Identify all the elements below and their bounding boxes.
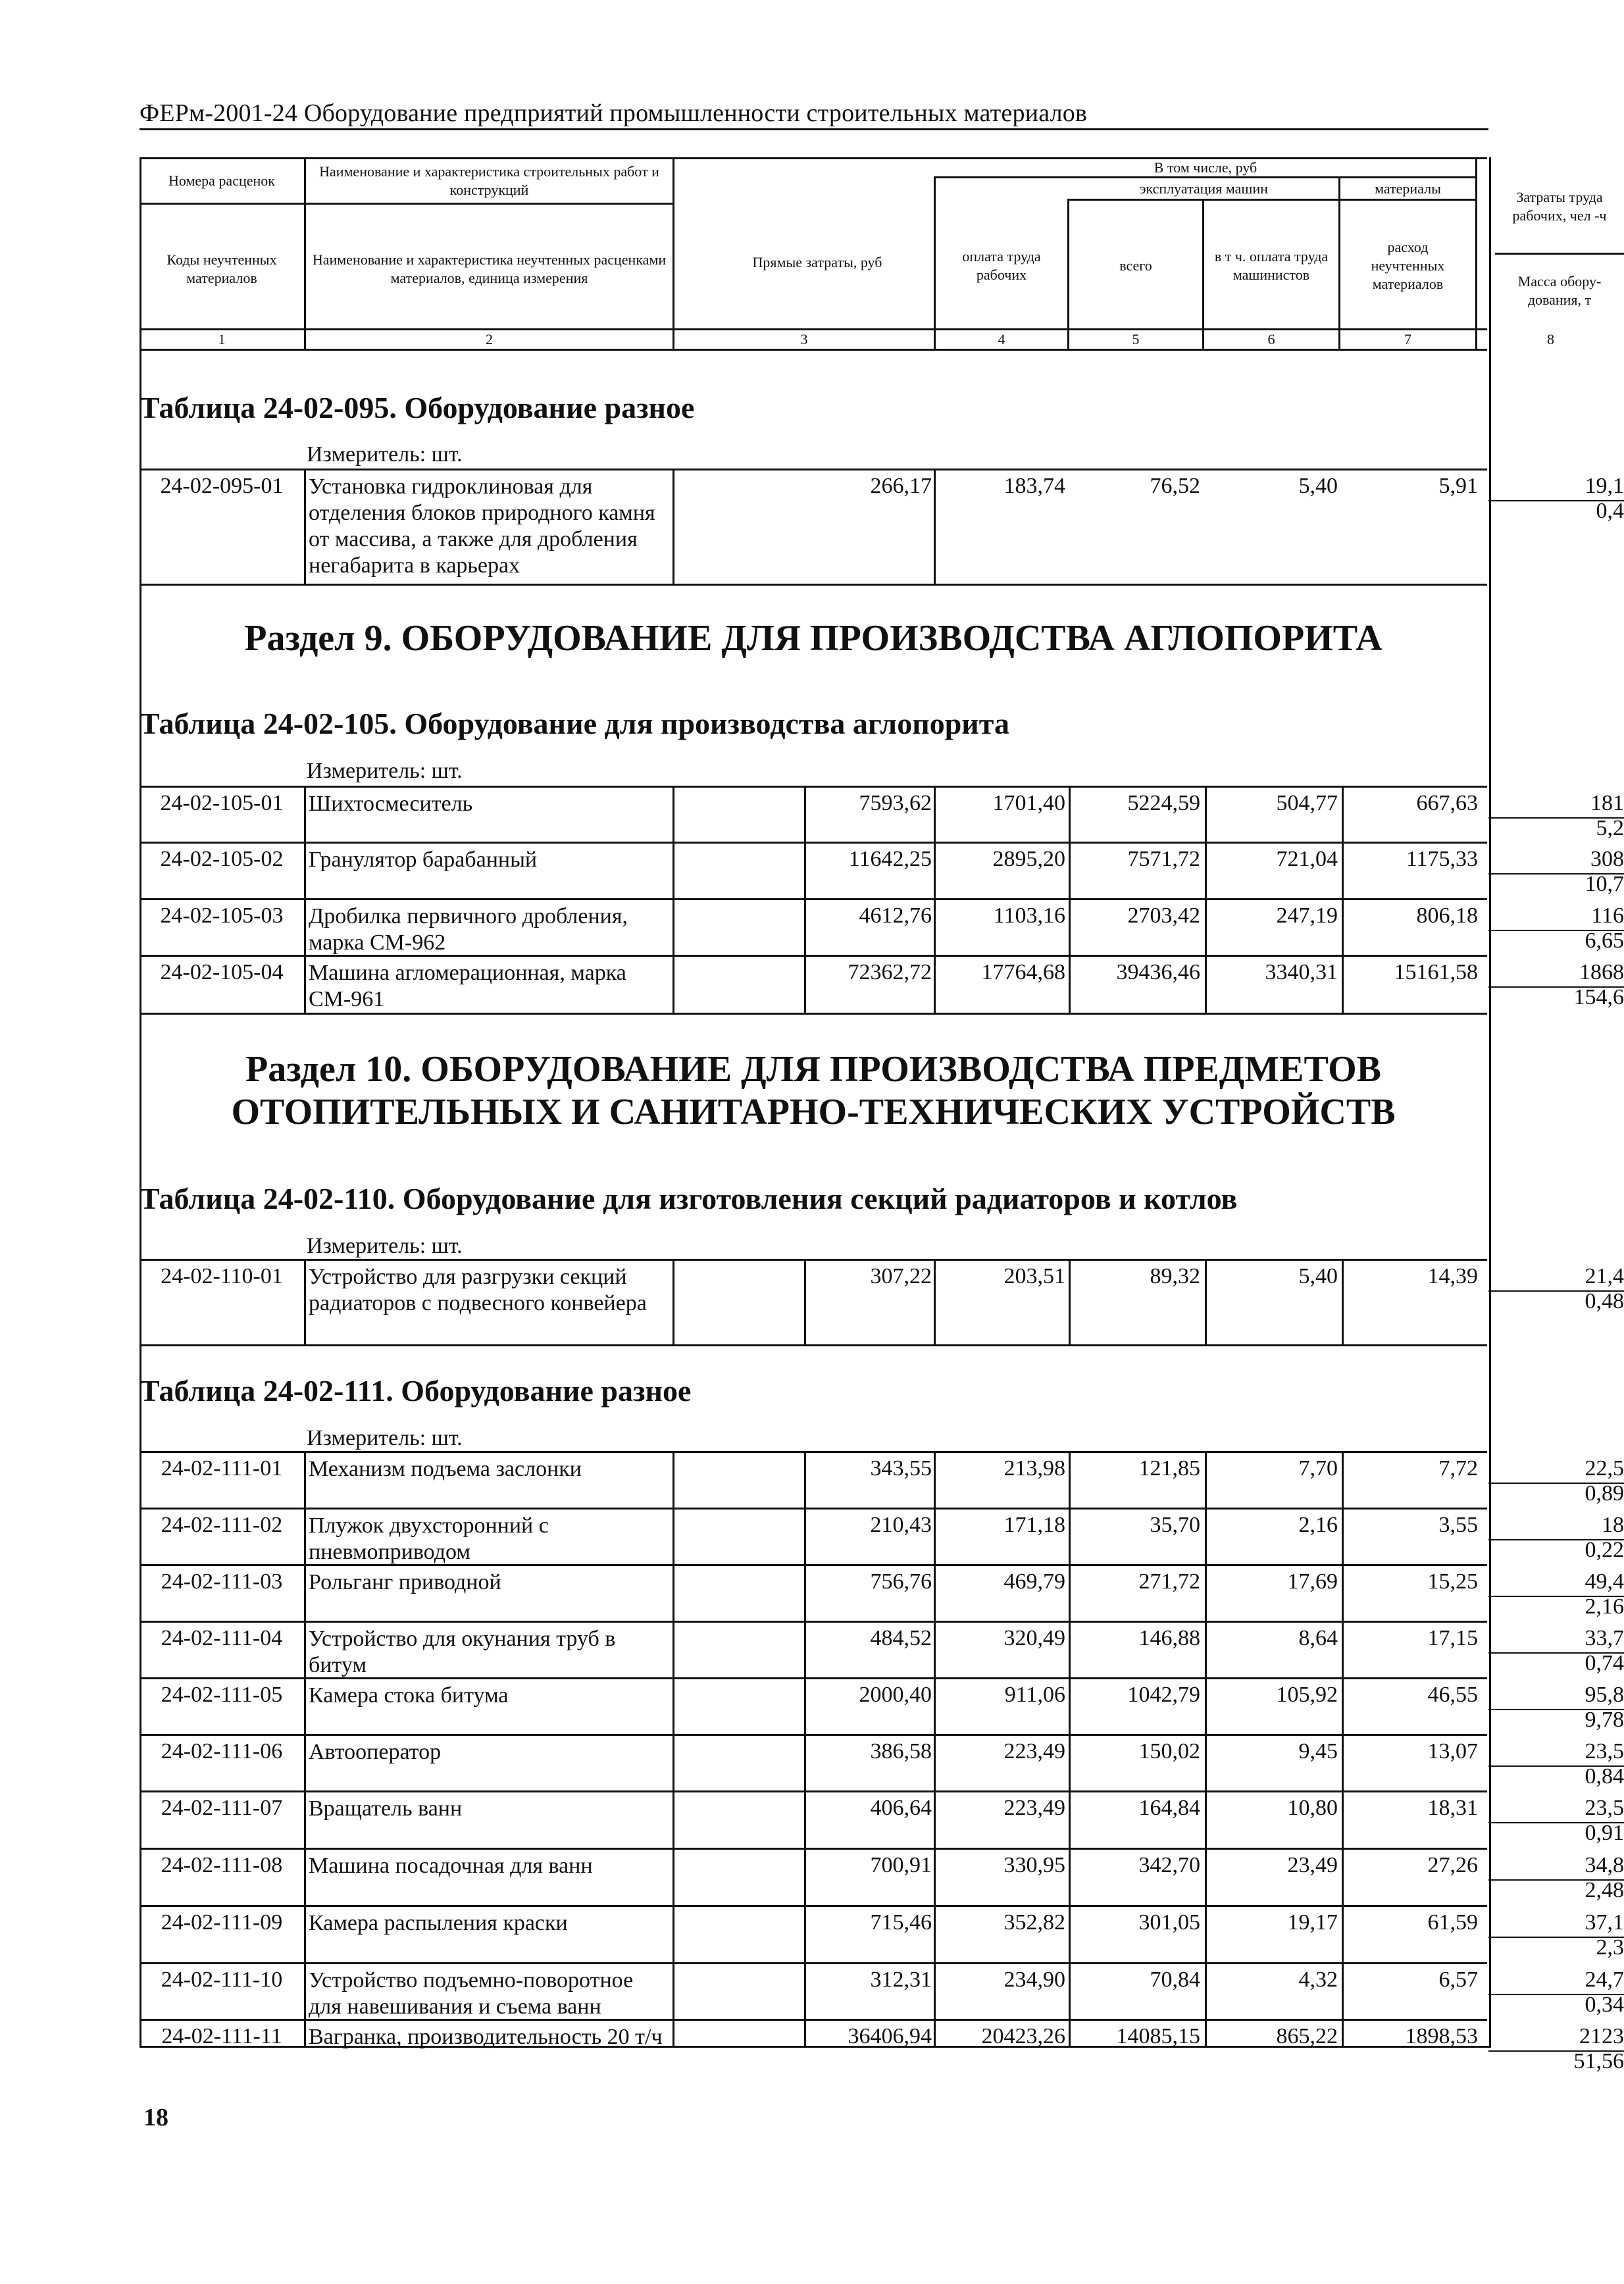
direct-costs: 700,91 xyxy=(870,1853,932,1877)
equipment-mass: 0,84 xyxy=(1585,1764,1624,1789)
machinists-wages: 19,17 xyxy=(1287,1910,1338,1935)
labor-costs: 19,1 xyxy=(1585,474,1624,498)
equipment-mass: 0,74 xyxy=(1585,1651,1624,1675)
direct-costs: 2000,40 xyxy=(859,1683,932,1707)
rate-name: Механизм подъема заслонки xyxy=(309,1457,582,1481)
labor-costs: 22,5 xyxy=(1585,1456,1624,1481)
equipment-mass: 9,78 xyxy=(1585,1708,1624,1732)
rate-code: 24-02-111-11 xyxy=(161,2024,282,2048)
table-row xyxy=(140,898,1624,955)
machines-total: 146,88 xyxy=(1138,1626,1200,1650)
materials: 5,91 xyxy=(1438,474,1478,498)
equipment-mass: 2,3 xyxy=(1596,1935,1624,1960)
col-number-3: 3 xyxy=(800,331,808,347)
col-including: В том числе, руб xyxy=(1154,159,1257,176)
wages: 1103,16 xyxy=(993,903,1065,928)
materials: 3,55 xyxy=(1438,1513,1478,1537)
table-title: Таблица 24-02-111. Оборудование разное xyxy=(140,1374,692,1408)
wages: 183,74 xyxy=(1003,474,1065,498)
table-row xyxy=(140,2019,1624,2077)
machinists-wages: 2,16 xyxy=(1298,1513,1338,1537)
machines-total: 89,32 xyxy=(1150,1264,1200,1288)
materials: 1898,53 xyxy=(1405,2024,1478,2048)
rate-code: 24-02-111-10 xyxy=(161,1967,283,1992)
table-row xyxy=(140,1905,1624,1962)
table-row xyxy=(140,1508,1624,1564)
col-number-1: 1 xyxy=(218,331,226,347)
machinists-wages: 721,04 xyxy=(1276,847,1338,871)
table-row xyxy=(140,1259,1624,1344)
rate-code: 24-02-111-05 xyxy=(161,1683,283,1707)
materials: 17,15 xyxy=(1427,1626,1478,1650)
section-heading: Раздел 9. ОБОРУДОВАНИЕ ДЛЯ ПРОИЗВОДСТВА АГЛОПОРИТА xyxy=(244,618,1383,659)
rate-code: 24-02-111-03 xyxy=(161,1569,283,1594)
header-rule xyxy=(140,128,1488,130)
equipment-mass: 2,16 xyxy=(1585,1594,1624,1619)
table-title: Таблица 24-02-105. Оборудование для производства аглопорита xyxy=(140,707,1009,740)
col-total: всего xyxy=(1119,257,1152,274)
wages: 1701,40 xyxy=(992,791,1065,815)
labor-costs: 23,5 xyxy=(1585,1796,1624,1820)
rate-name: Вращатель ванн xyxy=(309,1796,463,1821)
machines-total: 150,02 xyxy=(1138,1739,1200,1764)
machinists-wages: 105,92 xyxy=(1276,1683,1338,1707)
rate-code: 24-02-111-01 xyxy=(161,1456,283,1481)
labor-costs: 37,1 xyxy=(1585,1910,1624,1935)
rate-name: Машина агломерационная, марка СМ-961 xyxy=(309,961,626,1011)
direct-costs: 756,76 xyxy=(870,1569,932,1594)
direct-costs: 266,17 xyxy=(870,474,932,498)
machines-total: 76,52 xyxy=(1150,474,1200,498)
labor-costs: 18 xyxy=(1602,1513,1624,1537)
equipment-mass: 5,2 xyxy=(1596,816,1624,840)
unit-label: Измеритель: шт. xyxy=(307,442,463,467)
labor-costs: 24,7 xyxy=(1585,1967,1624,1992)
col-number-5: 5 xyxy=(1132,331,1140,347)
page-number: 18 xyxy=(143,2104,168,2131)
col-number-8: 8 xyxy=(1547,331,1554,347)
direct-costs: 307,22 xyxy=(870,1264,932,1288)
machinists-wages: 865,22 xyxy=(1276,2024,1338,2048)
machinists-wages: 4,32 xyxy=(1298,1967,1338,1992)
table-row xyxy=(140,1790,1624,1848)
col-unaccounted-codes: Коды неучтенных материалов xyxy=(166,251,277,286)
materials: 6,57 xyxy=(1438,1967,1478,1992)
table-row xyxy=(140,1677,1624,1734)
col-unaccounted-name: Наименование и характеристика неучтенных расценками материалов, единица измерения xyxy=(312,251,667,286)
col-number-7: 7 xyxy=(1404,331,1411,347)
machinists-wages: 17,69 xyxy=(1287,1569,1338,1594)
rate-name: Устройство для окунания труб в битум xyxy=(309,1627,616,1677)
wages: 20423,26 xyxy=(981,2024,1065,2048)
machines-total: 342,70 xyxy=(1138,1853,1200,1877)
machinists-wages: 7,70 xyxy=(1298,1456,1338,1481)
machinists-wages: 23,49 xyxy=(1287,1853,1338,1877)
rate-name: Камера распыления краски xyxy=(309,1911,568,1935)
table-row xyxy=(140,1451,1624,1508)
machines-total: 7571,72 xyxy=(1127,847,1200,871)
materials: 667,63 xyxy=(1416,791,1478,815)
machinists-wages: 504,77 xyxy=(1276,791,1338,815)
wages: 352,82 xyxy=(1003,1910,1065,1935)
machines-total: 5224,59 xyxy=(1127,791,1200,815)
wages: 320,49 xyxy=(1003,1626,1065,1650)
labor-costs: 181 xyxy=(1590,791,1624,815)
machines-total: 70,84 xyxy=(1150,1967,1200,1992)
materials: 27,26 xyxy=(1427,1853,1478,1877)
machines-total: 301,05 xyxy=(1138,1910,1200,1935)
equipment-mass: 0,91 xyxy=(1585,1821,1624,1845)
direct-costs: 4612,76 xyxy=(859,903,932,928)
equipment-mass: 0,22 xyxy=(1585,1538,1624,1562)
col-direct-costs: Прямые затраты, руб xyxy=(752,254,882,270)
materials: 18,31 xyxy=(1427,1796,1478,1820)
labor-costs: 34,8 xyxy=(1585,1853,1624,1877)
materials: 15161,58 xyxy=(1394,960,1478,984)
rate-name: Шихтосмеситель xyxy=(309,792,473,816)
direct-costs: 386,58 xyxy=(870,1739,932,1764)
machinists-wages: 3340,31 xyxy=(1265,960,1338,984)
machines-total: 2703,42 xyxy=(1127,903,1200,928)
rate-name: Плужок двухсторонний с пневмоприводом xyxy=(309,1513,549,1564)
equipment-mass: 0,4 xyxy=(1596,499,1624,523)
table-row xyxy=(140,469,1624,584)
col-work-name: Наименование и характеристика строительных работ и конструкций xyxy=(319,163,659,198)
labor-costs: 49,4 xyxy=(1585,1569,1624,1594)
materials: 14,39 xyxy=(1427,1264,1478,1288)
table-row xyxy=(140,1621,1624,1677)
materials: 13,07 xyxy=(1427,1739,1478,1764)
table-row xyxy=(140,1848,1624,1905)
materials: 1175,33 xyxy=(1406,847,1478,871)
machines-total: 164,84 xyxy=(1138,1796,1200,1820)
machinists-wages: 8,64 xyxy=(1298,1626,1338,1650)
machinists-wages: 247,19 xyxy=(1276,903,1338,928)
rate-code: 24-02-110-01 xyxy=(161,1264,283,1288)
wages: 17764,68 xyxy=(981,960,1065,984)
wages: 213,98 xyxy=(1003,1456,1065,1481)
wages: 911,06 xyxy=(1004,1683,1065,1707)
rate-name: Дробилка первичного дробления, марка СМ-962 xyxy=(309,904,628,955)
rate-name: Машина посадочная для ванн xyxy=(309,1854,593,1878)
col-incl-machinists: в т ч. оплата труда машинистов xyxy=(1214,248,1329,283)
col-wages: оплата труда рабочих xyxy=(962,248,1041,283)
rate-name: Гранулятор барабанный xyxy=(309,848,538,872)
document-header: ФЕРм-2001-24 Оборудование предприятий промышленности строительных материалов xyxy=(140,99,1088,127)
equipment-mass: 51,56 xyxy=(1573,2049,1624,2073)
table-title: Таблица 24-02-110. Оборудование для изготовления секций радиаторов и котлов xyxy=(140,1182,1238,1215)
col-rate-number: Номера расценок xyxy=(168,172,275,189)
machines-total: 1042,79 xyxy=(1127,1683,1200,1707)
unit-label: Измеритель: шт. xyxy=(307,1234,463,1258)
materials: 15,25 xyxy=(1427,1569,1478,1594)
direct-costs: 484,52 xyxy=(870,1626,932,1650)
direct-costs: 72362,72 xyxy=(848,960,932,984)
labor-costs: 33,7 xyxy=(1585,1626,1624,1650)
labor-costs: 21,4 xyxy=(1585,1264,1624,1288)
section-heading: Раздел 10. ОБОРУДОВАНИЕ ДЛЯ ПРОИЗВОДСТВА ПРЕДМЕТОВ xyxy=(245,1049,1382,1090)
section-heading: ОТОПИТЕЛЬНЫХ И САНИТАРНО-ТЕХНИЧЕСКИХ УСТРОЙСТВ xyxy=(231,1092,1396,1132)
direct-costs: 7593,62 xyxy=(859,791,932,815)
table-row xyxy=(140,1962,1624,2019)
rate-code: 24-02-105-04 xyxy=(160,960,284,984)
equipment-mass: 0,48 xyxy=(1585,1289,1624,1313)
wages: 469,79 xyxy=(1003,1569,1065,1594)
rate-name: Устройство подъемно-поворотное для навешивания и съема ванн xyxy=(309,1968,634,2019)
labor-costs: 23,5 xyxy=(1585,1739,1624,1764)
rate-name: Вагранка, производительность 20 т/ч xyxy=(309,2025,663,2049)
rate-code: 24-02-105-02 xyxy=(160,847,284,871)
table-row xyxy=(140,955,1624,1013)
direct-costs: 343,55 xyxy=(870,1456,932,1481)
materials: 61,59 xyxy=(1427,1910,1478,1935)
direct-costs: 406,64 xyxy=(870,1796,932,1820)
labor-costs: 116 xyxy=(1591,903,1624,928)
rate-name: Автооператор xyxy=(309,1740,442,1764)
column-header xyxy=(140,157,1607,349)
wages: 171,18 xyxy=(1003,1513,1065,1537)
materials: 7,72 xyxy=(1438,1456,1478,1481)
wages: 2895,20 xyxy=(992,847,1065,871)
machinists-wages: 9,45 xyxy=(1298,1739,1338,1764)
rate-code: 24-02-111-07 xyxy=(161,1796,283,1820)
direct-costs: 312,31 xyxy=(870,1967,932,1992)
rate-name: Установка гидроклиновая для отделения блоков природного камня от массива, а также для дробления негабарита в карьерах xyxy=(309,474,655,578)
equipment-mass: 2,48 xyxy=(1585,1878,1624,1902)
equipment-mass: 6,65 xyxy=(1585,928,1624,953)
table-row xyxy=(140,842,1624,898)
rate-code: 24-02-105-01 xyxy=(160,791,284,815)
unit-label: Измеритель: шт. xyxy=(307,759,463,783)
labor-costs: 1868 xyxy=(1579,960,1624,984)
col-number-4: 4 xyxy=(998,331,1005,347)
machines-total: 271,72 xyxy=(1138,1569,1200,1594)
direct-costs: 210,43 xyxy=(870,1513,932,1537)
wages: 203,51 xyxy=(1003,1264,1065,1288)
rate-code: 24-02-111-09 xyxy=(161,1910,283,1935)
wages: 234,90 xyxy=(1003,1967,1065,1992)
equipment-mass: 0,34 xyxy=(1585,1992,1624,2017)
rate-code: 24-02-105-03 xyxy=(160,903,284,928)
rate-name: Камера стока битума xyxy=(309,1683,509,1708)
rate-code: 24-02-095-01 xyxy=(160,474,284,498)
table-title: Таблица 24-02-095. Оборудование разное xyxy=(140,391,695,424)
table-row xyxy=(140,1734,1624,1790)
unit-label: Измеритель: шт. xyxy=(307,1426,463,1450)
machinists-wages: 10,80 xyxy=(1287,1796,1338,1820)
labor-costs: 95,8 xyxy=(1585,1683,1624,1707)
machines-total: 14085,15 xyxy=(1116,2024,1200,2048)
rate-code: 24-02-111-06 xyxy=(161,1739,283,1764)
table-row xyxy=(140,1564,1624,1621)
rate-code: 24-02-111-02 xyxy=(161,1513,283,1537)
table-row xyxy=(140,786,1624,842)
materials: 806,18 xyxy=(1416,903,1478,928)
col-machines: эксплуатация машин xyxy=(1140,180,1268,197)
machines-total: 39436,46 xyxy=(1116,960,1200,984)
machines-total: 121,85 xyxy=(1138,1456,1200,1481)
equipment-mass: 10,7 xyxy=(1585,872,1624,896)
col-equipment-mass: Масса обору-дования, т xyxy=(1517,272,1602,308)
equipment-mass: 0,89 xyxy=(1585,1481,1624,1506)
direct-costs: 11642,25 xyxy=(848,847,932,871)
direct-costs: 715,46 xyxy=(870,1910,932,1935)
col-number-6: 6 xyxy=(1267,331,1275,347)
wages: 223,49 xyxy=(1003,1796,1065,1820)
col-labor-costs: Затраты труда рабочих, чел -ч xyxy=(1512,189,1607,224)
machinists-wages: 5,40 xyxy=(1298,474,1338,498)
col-unaccounted-consumption: расход неучтенных материалов xyxy=(1371,239,1445,292)
wages: 223,49 xyxy=(1003,1739,1065,1764)
equipment-mass: 154,6 xyxy=(1573,985,1624,1009)
labor-costs: 2123 xyxy=(1579,2024,1624,2048)
machinists-wages: 5,40 xyxy=(1298,1264,1338,1288)
rate-name: Устройство для разгрузки секций радиаторов с подвесного конвейера xyxy=(309,1265,647,1315)
direct-costs: 36406,94 xyxy=(848,2024,932,2048)
materials: 46,55 xyxy=(1427,1683,1478,1707)
labor-costs: 308 xyxy=(1590,847,1624,871)
col-number-2: 2 xyxy=(486,331,493,347)
rate-name: Рольганг приводной xyxy=(309,1570,501,1594)
machines-total: 35,70 xyxy=(1150,1513,1200,1537)
rate-code: 24-02-111-04 xyxy=(161,1626,283,1650)
rate-code: 24-02-111-08 xyxy=(161,1853,283,1877)
wages: 330,95 xyxy=(1003,1853,1065,1877)
col-materials: материалы xyxy=(1375,180,1441,197)
